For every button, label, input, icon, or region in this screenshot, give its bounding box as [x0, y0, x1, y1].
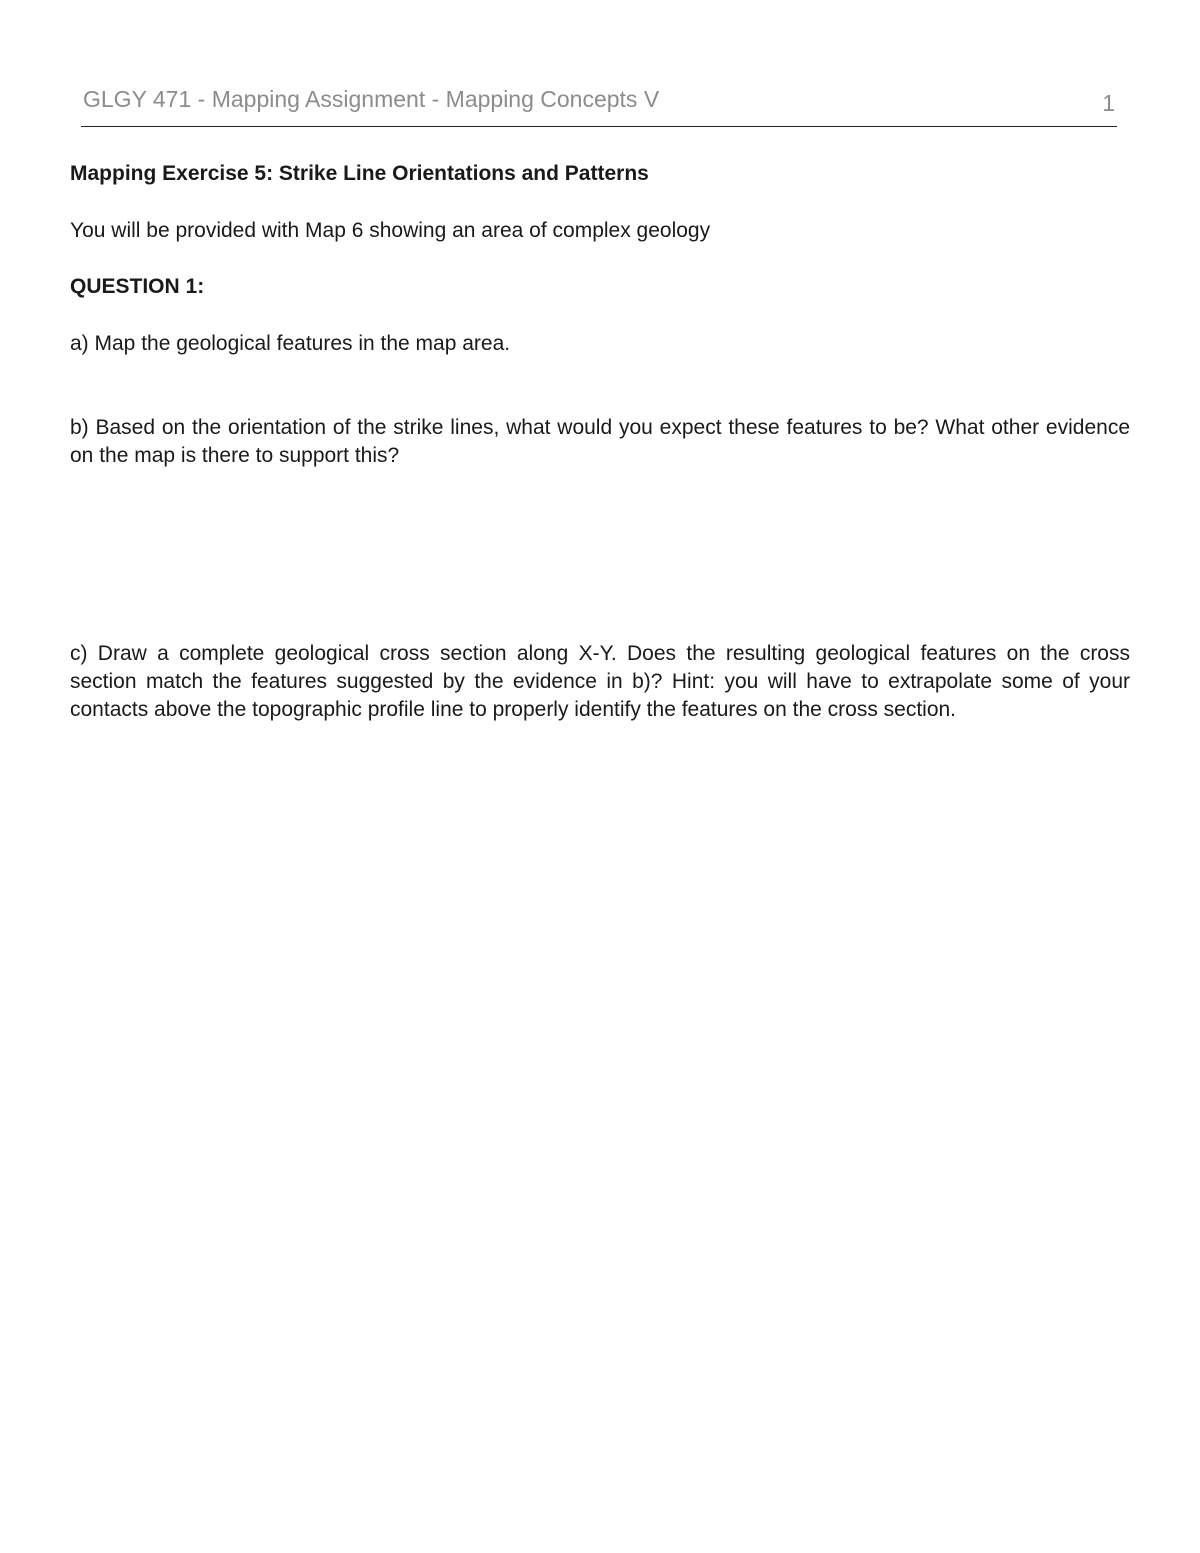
question-part-c: c) Draw a complete geological cross section along X-Y. Does the resulting geological features on the cross section match the features suggested by the evidence in b)? Hint: you will have to extrapolate some of your contacts above the topographic profile line to properly identify the features on the cross section.	[70, 642, 1130, 721]
page-number: 1	[1102, 90, 1115, 116]
question-heading: QUESTION 1:	[70, 275, 205, 298]
exercise-title: Mapping Exercise 5: Strike Line Orientations and Patterns	[70, 162, 649, 185]
page-header	[81, 86, 1117, 127]
exercise-intro: You will be provided with Map 6 showing an area of complex geology	[70, 219, 711, 242]
question-part-b: b) Based on the orientation of the strike lines, what would you expect these features to be? What other evidence on the map is there to support this?	[70, 416, 1130, 467]
question-part-a: a) Map the geological features in the map area.	[70, 332, 511, 355]
header-title: GLGY 471 - Mapping Assignment - Mapping Concepts V	[83, 86, 660, 112]
